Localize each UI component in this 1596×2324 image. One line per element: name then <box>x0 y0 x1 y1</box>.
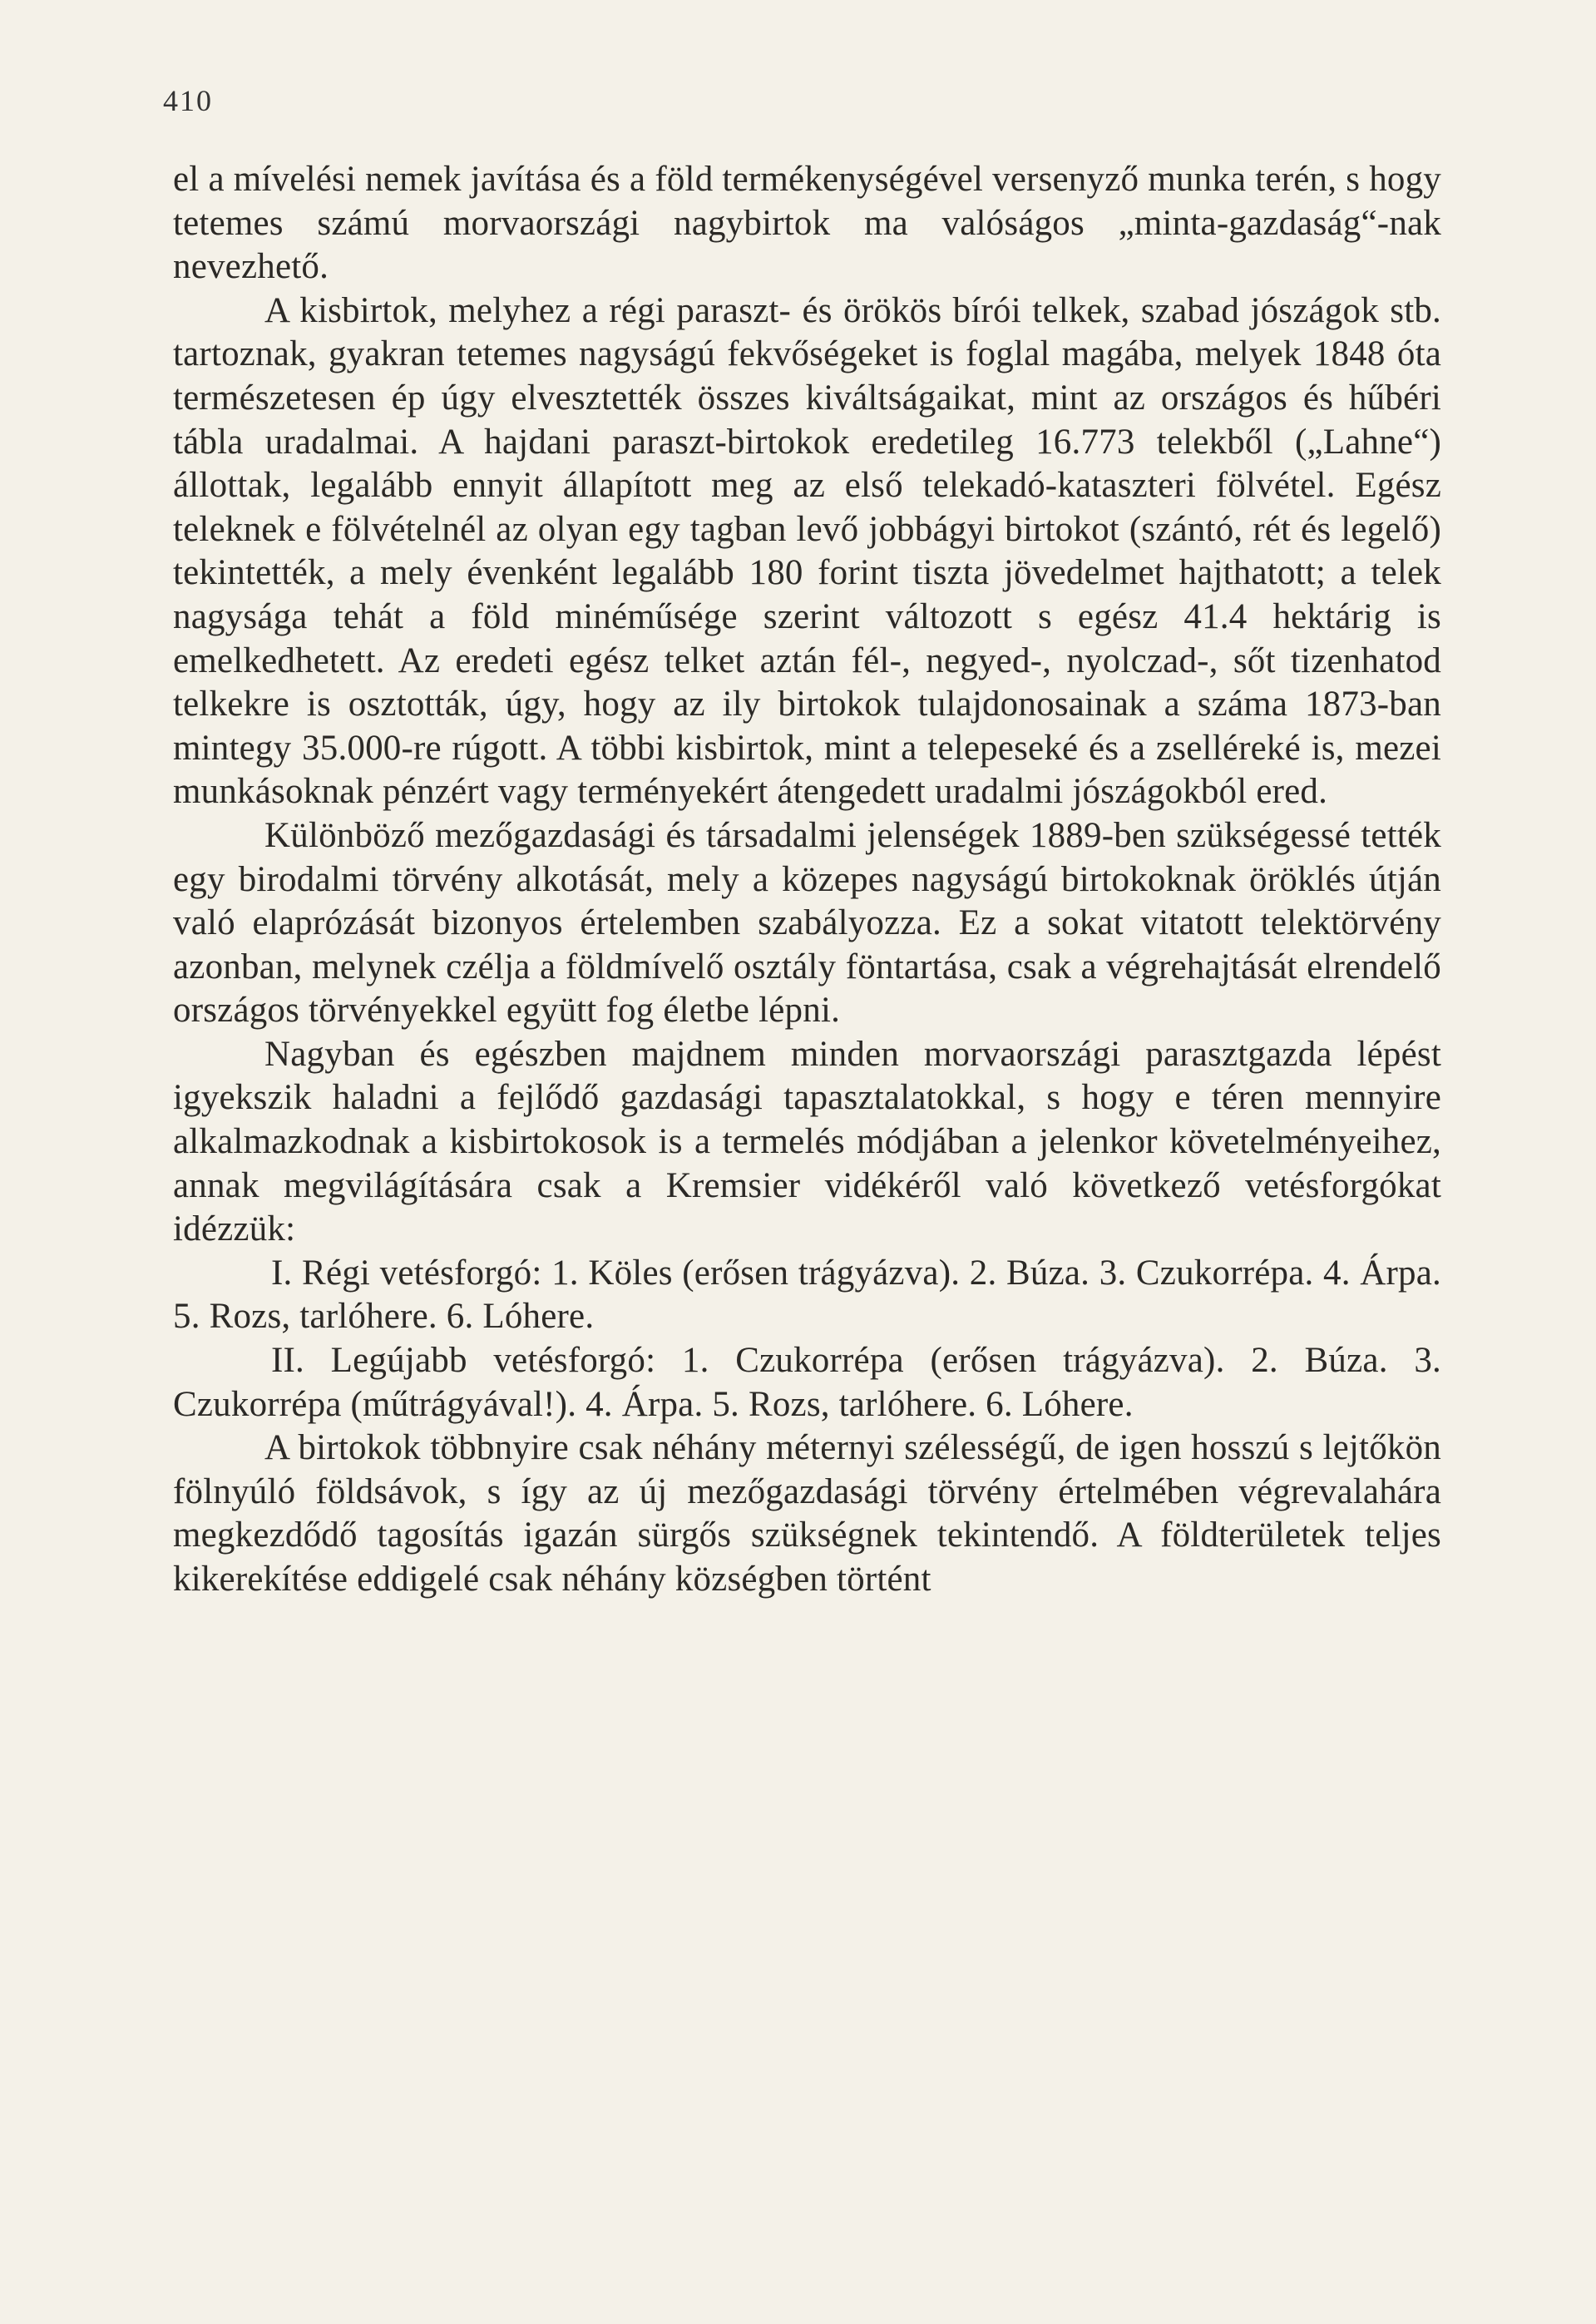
paragraph-4: Nagyban és egészben majdnem minden morvaországi parasztgazda lépést igyekszik haladni a fejlődő gazdasági tapasztalatokkal, s hogy e téren mennyire alkalmazkodnak a kisbirtokosok is a termelés módjában a jelenkor követelményeihez, annak megvilágítására csak a Kremsier vidékéről való következő vetésforgókat idézzük: <box>173 1034 1441 1249</box>
body-text <box>173 158 1441 1602</box>
page-number: 410 <box>163 84 213 117</box>
paragraph-2: A kisbirtok, melyhez a régi paraszt- és örökös bírói telkek, szabad jószágok stb. tartoznak, gyakran tetemes nagyságú fekvőségeket is foglal magába, melyek 1848 óta természetesen ép úgy elvesztették összes kiváltságaikat, mint az országos és hűbéri tábla uradalmai. A hajdani paraszt-birtokok eredetileg 16.773 telekből („Lahne“) állottak, legalább ennyit állapított meg az első telekadó-kataszteri fölvétel. Egész teleknek e fölvételnél az olyan egy tagban levő jobbágyi birtokot (szántó, rét és legelő) tekintették, a mely évenként legalább 180 forint tiszta jövedelmet hajthatott; a telek nagysága tehát a föld minéműsége szerint változott s egész 41.4 hektárig is emelkedhetett. Az eredeti egész telket aztán fél-, negyed-, nyolczad-, sőt tizenhatod telkekre is osztották, úgy, hogy az ily birtokok tulajdonosainak a száma 1873-ban mintegy 35.000-re rúgott. A többi kisbirtok, mint a telepeseké és a zselléreké is, mezei munkásoknak pénzért vagy terményekért átengedett uradalmi jószágokból ered. <box>173 290 1441 812</box>
rotation-list-item-2: II. Legújabb vetésforgó: 1. Czukorrépa (erősen trágyázva). 2. Búza. 3. Czukorrépa (műtrágyával!). 4. Árpa. 5. Rozs, tarlóhere. 6. Lóhere. <box>173 1341 1441 1424</box>
paragraph-1: el a mívelési nemek javítása és a föld termékenységével versenyző munka terén, s hogy tetemes számú morvaországi nagybirtok ma valóságos „minta-gazdaság“-nak nevezhető. <box>173 160 1441 287</box>
rotation-list-item-1: I. Régi vetésforgó: 1. Köles (erősen trágyázva). 2. Búza. 3. Czukorrépa. 4. Árpa. 5. Rozs, tarlóhere. 6. Lóhere. <box>173 1253 1441 1337</box>
paragraph-5: A birtokok többnyire csak néhány méternyi szélességű, de igen hosszú s lejtőkön fölnyúló földsávok, s így az új mezőgazdasági törvény értelmében végrevalahára megkezdődő tagosítás igazán sürgős szükségnek tekintendő. A földterületek teljes kikerekítése eddigelé csak néhány községben történt <box>173 1428 1441 1599</box>
paragraph-3: Különböző mezőgazdasági és társadalmi jelenségek 1889-ben szükségessé tették egy birodalmi törvény alkotását, mely a közepes nagyságú birtokoknak öröklés útján való elaprózását bizonyos értelemben szabályozza. Ez a sokat vitatott telektörvény azonban, melynek czélja a földmívelő osztály föntartása, csak a végrehajtását elrendelő országos törvényekkel együtt fog életbe lépni. <box>173 815 1441 1031</box>
